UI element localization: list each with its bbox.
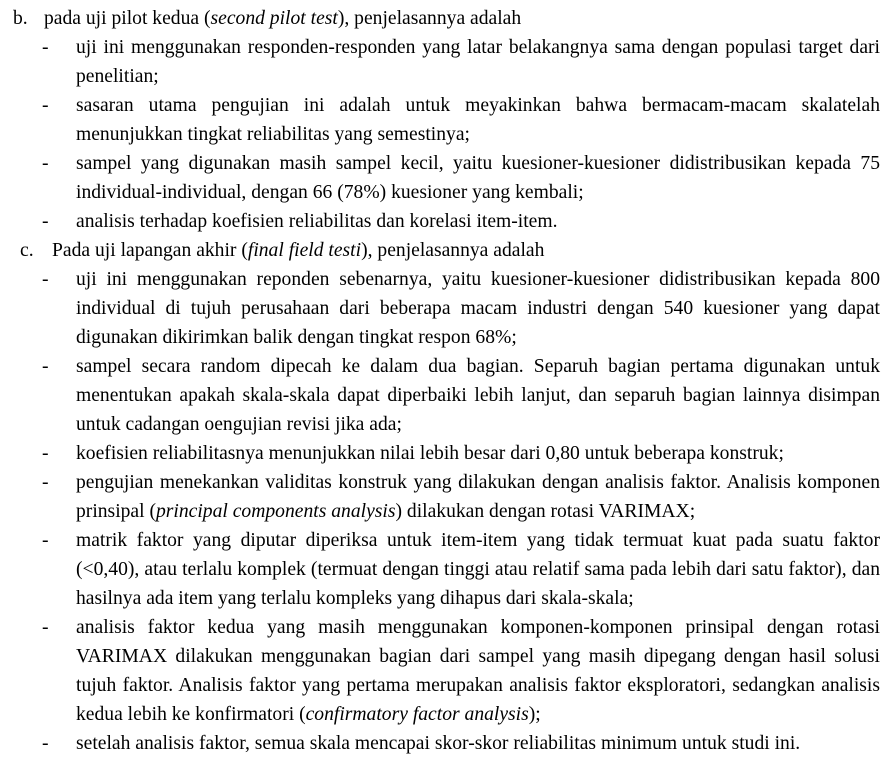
section-b-intro-after: ), penjelasannya adalah: [337, 8, 522, 29]
bullet-dash: -: [42, 472, 49, 493]
bullet-text: uji ini menggunakan reponden sebenarnya, yaitu kuesioner-kuesioner didistribusikan kepada 800 individual di tujuh perusahaan dari beberapa macam industri dengan 540 kuesioner yang dapat digunakan dikirimkan balik dengan tingkat respon 68%;: [76, 269, 880, 348]
bullet-text: koefisien reliabilitasnya menunjukkan nilai lebih besar dari 0,80 untuk beberapa konstruk;: [76, 443, 784, 464]
section-b-bullet-2: [0, 91, 892, 149]
bullet-dash: -: [42, 617, 49, 638]
bullet-text: matrik faktor yang diputar diperiksa untuk item-item yang tidak termuat kuat pada suatu faktor (<0,40), atau terlalu komplek (termuat dengan tinggi atau relatif sama pada lebih dari satu faktor), dan hasilnya ada item yang terlalu kompleks yang dihapus dari skala-skala;: [76, 530, 880, 609]
section-c-bullet-list: [0, 265, 892, 758]
section-c-bullet-2: [0, 352, 892, 439]
section-c-bullet-5: [0, 526, 892, 613]
bullet-dash: -: [42, 356, 49, 377]
bullet-text-italic: confirmatory factor analysis: [305, 704, 529, 725]
section-b-intro: [44, 4, 521, 33]
bullet-dash: -: [42, 37, 49, 58]
section-c-heading: [0, 236, 892, 265]
section-c-bullet-6: [0, 613, 892, 729]
section-b-intro-italic: second pilot test: [210, 8, 338, 29]
section-c-intro: [52, 236, 544, 265]
section-b-bullet-4: [0, 207, 892, 236]
bullet-dash: -: [42, 443, 49, 464]
bullet-text: [76, 613, 880, 729]
bullet-text: sampel yang digunakan masih sampel kecil, yaitu kuesioner-kuesioner didistribusikan kepada 75 individual-individual, dengan 66 (78%) kuesioner yang kembali;: [76, 153, 880, 203]
bullet-text: sampel secara random dipecah ke dalam dua bagian. Separuh bagian pertama digunakan untuk menentukan apakah skala-skala dapat diperbaiki lebih lanjut, dan separuh bagian lainnya disimpan untuk cadangan oengujian revisi jika ada;: [76, 356, 880, 435]
section-c-intro-after: ), penjelasannya adalah: [361, 240, 545, 261]
bullet-dash: -: [42, 211, 49, 232]
section-c-intro-italic: final field testi: [247, 240, 362, 261]
section-b-marker: b.: [13, 8, 28, 29]
section-b-intro-before: pada uji pilot kedua (: [44, 8, 211, 29]
bullet-text-before: analisis faktor kedua yang masih menggunakan komponen-komponen prinsipal dengan rotasi VARIMAX dilakukan menggunakan bagian dari sampel yang masih dipegang dengan hasil solusi tujuh faktor. Analisis faktor yang pertama merupakan analisis faktor eksploratori, sedangkan analisis kedua lebih ke konfirmatori (: [76, 617, 880, 725]
section-c-bullet-1: [0, 265, 892, 352]
bullet-dash: -: [42, 733, 49, 754]
section-b-heading: [0, 4, 892, 33]
section-c-bullet-7: [0, 729, 892, 758]
bullet-text: analisis terhadap koefisien reliabilitas dan korelasi item-item.: [76, 211, 558, 232]
bullet-dash: -: [42, 95, 49, 116]
bullet-text: uji ini menggunakan responden-responden yang latar belakangnya sama dengan populasi target dari penelitian;: [76, 37, 880, 87]
section-b-bullet-1: [0, 33, 892, 91]
bullet-dash: -: [42, 153, 49, 174]
section-b-bullet-list: [0, 33, 892, 236]
bullet-text: sasaran utama pengujian ini adalah untuk meyakinkan bahwa bermacam-macam skalatelah menunjukkan tingkat reliabilitas yang semestinya;: [76, 95, 880, 145]
bullet-text: setelah analisis faktor, semua skala mencapai skor-skor reliabilitas minimum untuk studi ini.: [76, 733, 801, 754]
bullet-dash: -: [42, 530, 49, 551]
bullet-text-after: ) dilakukan dengan rotasi VARIMAX;: [395, 501, 696, 522]
section-c-bullet-3: [0, 439, 892, 468]
bullet-text-italic: principal components analysis: [156, 501, 396, 522]
section-b-bullet-3: [0, 149, 892, 207]
bullet-dash: -: [42, 269, 49, 290]
section-c-intro-before: Pada uji lapangan akhir (: [52, 240, 248, 261]
bullet-text-before: pengujian menekankan validitas konstruk yang dilakukan dengan analisis faktor. Analisis komponen prinsipal (: [76, 472, 880, 522]
bullet-text: [76, 468, 880, 526]
section-c-bullet-4: [0, 468, 892, 526]
section-c-marker: c.: [20, 240, 34, 261]
bullet-text-after: );: [528, 704, 541, 725]
